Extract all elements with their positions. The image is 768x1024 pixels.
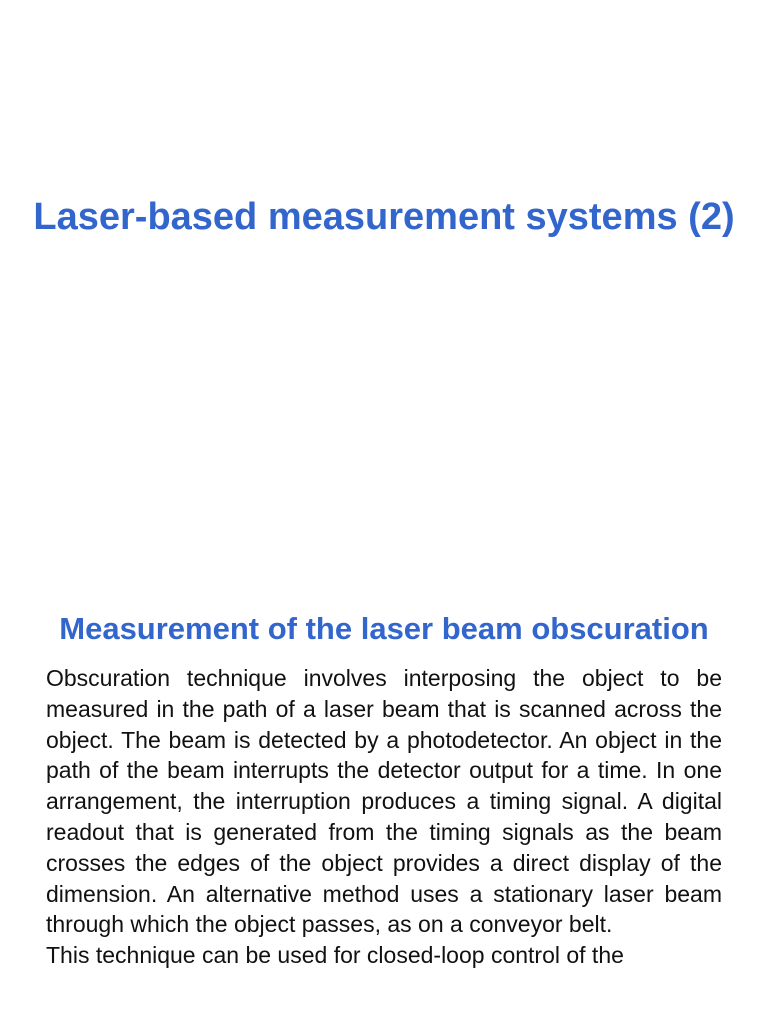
slide-title: Laser-based measurement systems (2): [33, 196, 735, 238]
body-text: [46, 663, 722, 971]
paragraph-obscuration-technique: Obscuration technique involves interposing the object to be measured in the path of a laser beam that is scanned across the object. The beam is detected by a photodetector. An object in the path of the beam interrupts the detector output for a time. In one arrangement, the interruption produces a timing signal. A digital readout that is generated from the timing signals as the beam crosses the edges of the object provides a direct display of the dimension. An alternative method uses a stationary laser beam through which the object passes, as on a conveyor belt.: [46, 665, 722, 938]
paragraph-closed-loop-control: This technique can be used for closed-loop control of the: [46, 942, 624, 969]
section-heading: Measurement of the laser beam obscuration: [59, 611, 709, 646]
